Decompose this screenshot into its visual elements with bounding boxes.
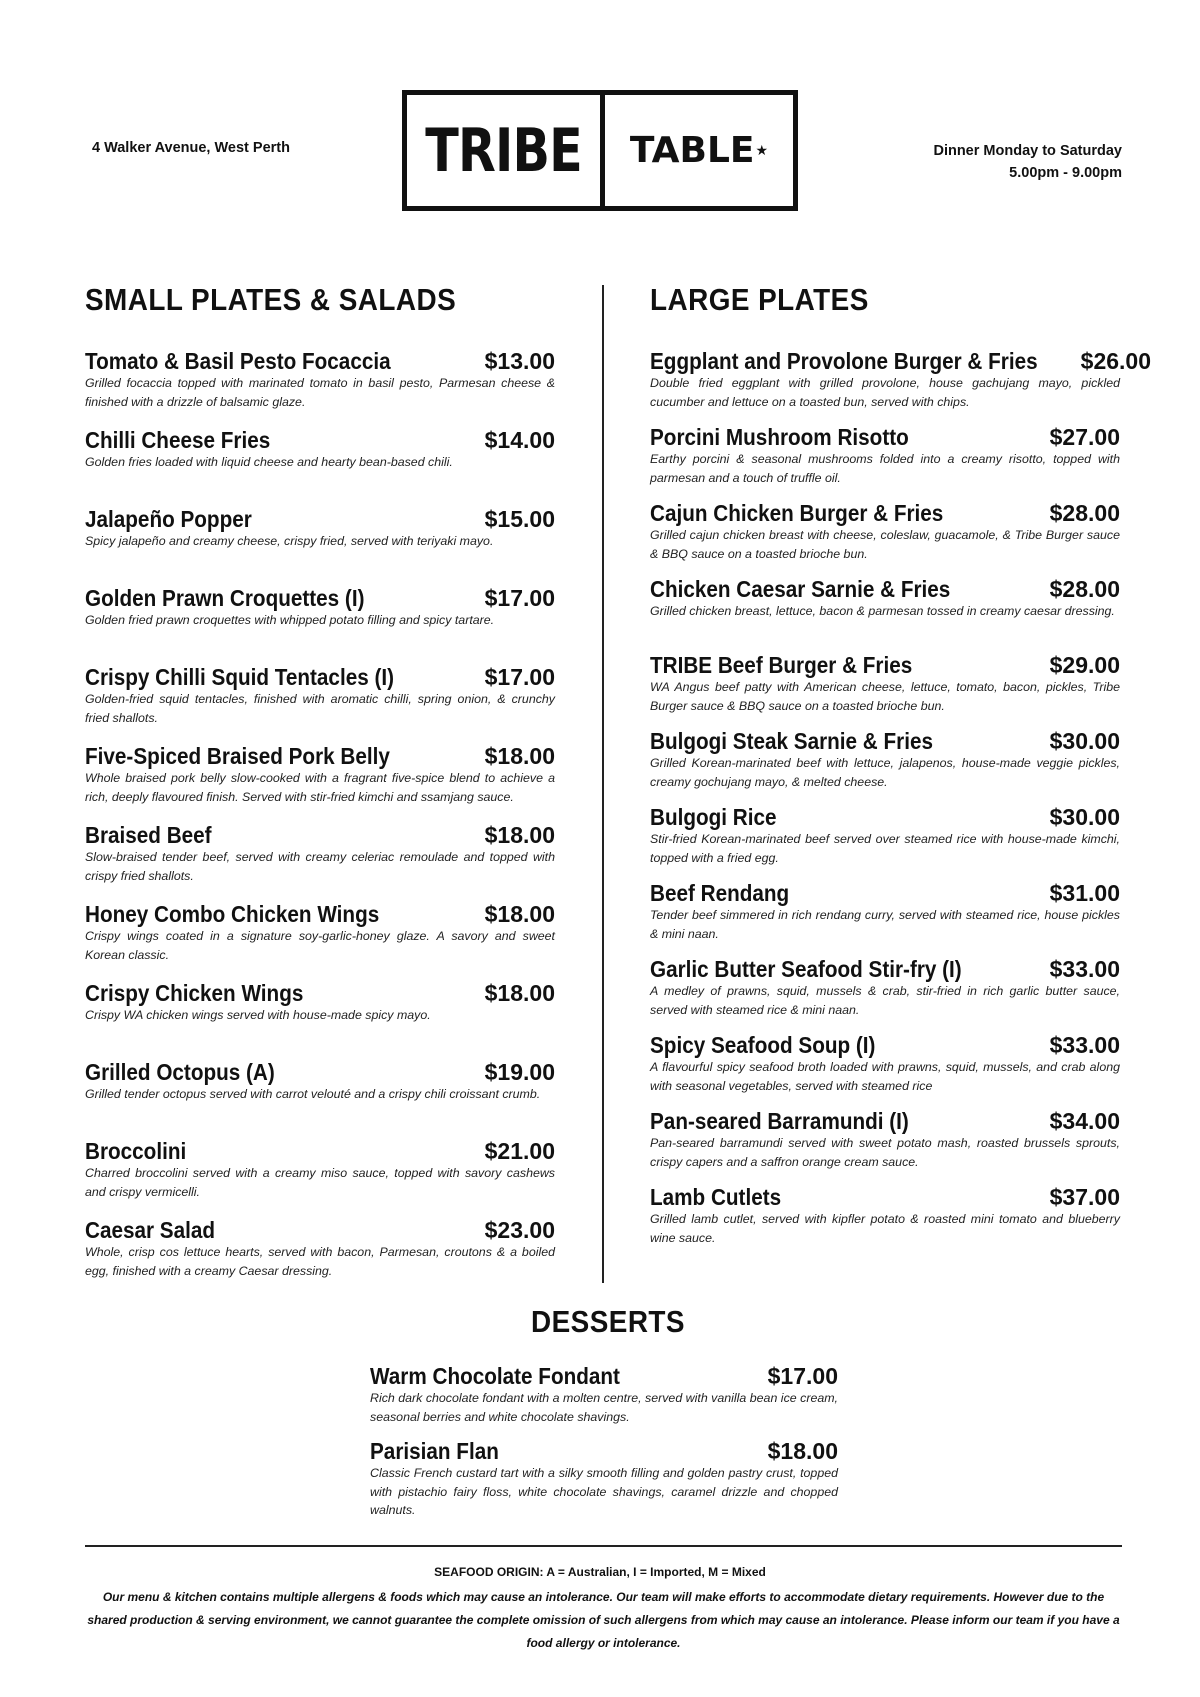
menu-item-name: Bulgogi Rice xyxy=(650,804,777,830)
menu-item-description: Whole braised pork belly slow-cooked with a fragrant five-spice blend to achieve a rich, deeply flavoured finish. Served with stir-fried kimchi and ssamjang sauce. xyxy=(85,771,555,804)
logo-tribe-text: TRIBE xyxy=(425,115,582,186)
menu-item-name: Crispy Chicken Wings xyxy=(85,980,304,1006)
menu-item-header xyxy=(650,1184,1120,1210)
menu-item-description: Pan-seared barramundi served with sweet potato mash, roasted brussels sprouts, crispy capers and a saffron orange cream sauce. xyxy=(650,1136,1120,1169)
logo-table-text: TABLE xyxy=(629,130,755,171)
menu-item xyxy=(85,1217,555,1296)
menu-item-name: Garlic Butter Seafood Stir-fry (I) xyxy=(650,956,962,982)
menu-item-name: Honey Combo Chicken Wings xyxy=(85,901,380,927)
menu-item-description: Slow-braised tender beef, served with creamy celeriac remoulade and topped with crispy fried shallots. xyxy=(85,850,555,883)
menu-item-name: Eggplant and Provolone Burger & Fries xyxy=(650,348,1038,374)
menu-item-header xyxy=(650,1108,1120,1134)
menu-item-header xyxy=(370,1363,838,1389)
menu-item xyxy=(85,1059,555,1138)
menu-item-name: Chilli Cheese Fries xyxy=(85,427,271,453)
menu-item-name: Caesar Salad xyxy=(85,1217,216,1243)
menu-item-header xyxy=(85,1138,555,1164)
menu-item xyxy=(85,585,555,664)
menu-item-header xyxy=(650,652,1120,678)
menu-item xyxy=(85,348,555,427)
menu-item-price: $21.00 xyxy=(484,1138,555,1164)
logo-tribe-box xyxy=(407,95,605,206)
menu-item-header xyxy=(85,506,555,532)
menu-item-price: $17.00 xyxy=(767,1363,838,1389)
menu-item xyxy=(85,1138,555,1217)
menu-item-header xyxy=(85,427,555,453)
menu-item-price: $33.00 xyxy=(1049,956,1120,982)
menu-item-price: $19.00 xyxy=(484,1059,555,1085)
menu-item-description: Grilled cajun chicken breast with cheese, coleslaw, guacamole, & Tribe Burger sauce & BBQ sauce on a toasted brioche bun. xyxy=(650,528,1120,561)
logo-table-box xyxy=(605,95,793,206)
menu-item-price: $17.00 xyxy=(484,664,555,690)
menu-item-header xyxy=(370,1438,838,1464)
menu-item-name: Lamb Cutlets xyxy=(650,1184,782,1210)
hours-days: Dinner Monday to Saturday xyxy=(933,143,1122,159)
menu-item xyxy=(85,822,555,901)
small-plates-list xyxy=(85,348,555,1296)
large-plates-title: LARGE PLATES xyxy=(650,282,869,317)
menu-item-price: $34.00 xyxy=(1049,1108,1120,1134)
column-divider xyxy=(602,285,604,1283)
menu-item-header xyxy=(85,1059,555,1085)
desserts-list xyxy=(370,1363,838,1517)
menu-item-name: Grilled Octopus (A) xyxy=(85,1059,275,1085)
menu-item-description: Tender beef simmered in rich rendang curry, served with steamed rice, house pickles & mini naan. xyxy=(650,908,1120,941)
menu-item-description: Charred broccolini served with a creamy miso sauce, topped with savory cashews and crispy vermicelli. xyxy=(85,1166,555,1199)
menu-item-description: Grilled tender octopus served with carrot velouté and a crispy chili croissant crumb. xyxy=(85,1087,541,1101)
menu-item-price: $37.00 xyxy=(1049,1184,1120,1210)
menu-item-header xyxy=(650,348,1152,374)
menu-item xyxy=(85,743,555,822)
menu-item-description: Golden-fried squid tentacles, finished with aromatic chilli, spring onion, & crunchy fried shallots. xyxy=(85,692,555,725)
hours-times: 5.00pm - 9.00pm xyxy=(1009,165,1122,181)
menu-item-name: TRIBE Beef Burger & Fries xyxy=(650,652,913,678)
small-plates-title: SMALL PLATES & SALADS xyxy=(85,282,457,317)
menu-item-header xyxy=(85,1217,555,1243)
menu-item-header xyxy=(650,728,1120,754)
menu-item xyxy=(650,500,1120,576)
menu-item-price: $13.00 xyxy=(484,348,555,374)
menu-item-name: Jalapeño Popper xyxy=(85,506,252,532)
menu-item-description: A medley of prawns, squid, mussels & crab, stir-fried in rich garlic butter sauce, served with steamed rice & mini naan. xyxy=(650,984,1120,1017)
menu-item-description: Rich dark chocolate fondant with a molten centre, served with vanilla bean ice cream, seasonal berries and white chocolate shavings. xyxy=(370,1391,838,1424)
menu-item-price: $28.00 xyxy=(1049,576,1120,602)
menu-item-description: Stir-fried Korean-marinated beef served over steamed rice with house-made kimchi, topped with a fried egg. xyxy=(650,832,1120,865)
menu-item-header xyxy=(85,822,555,848)
menu-item-description: Crispy WA chicken wings served with house-made spicy mayo. xyxy=(85,1008,431,1022)
menu-item xyxy=(85,980,555,1059)
menu-item-description: Spicy jalapeño and creamy cheese, crispy fried, served with teriyaki mayo. xyxy=(85,534,494,548)
menu-item-price: $18.00 xyxy=(767,1438,838,1464)
menu-item-price: $28.00 xyxy=(1049,500,1120,526)
menu-item-header xyxy=(85,585,555,611)
menu-item-price: $15.00 xyxy=(484,506,555,532)
menu-item-price: $23.00 xyxy=(484,1217,555,1243)
menu-item-price: $26.00 xyxy=(1080,348,1152,374)
menu-item-header xyxy=(85,901,555,927)
menu-item-price: $30.00 xyxy=(1049,728,1120,754)
menu-item-price: $29.00 xyxy=(1049,652,1120,678)
menu-item-header xyxy=(650,500,1120,526)
menu-item xyxy=(85,506,555,585)
menu-item xyxy=(650,652,1120,728)
menu-item-description: Double fried eggplant with grilled provolone, house gachujang mayo, pickled cucumber and lettuce on a toasted bun, served with chips. xyxy=(650,376,1120,409)
menu-item-description: Grilled chicken breast, lettuce, bacon & parmesan tossed in creamy caesar dressing. xyxy=(650,604,1115,618)
menu-item-description: Crispy wings coated in a signature soy-garlic-honey glaze. A savory and sweet Korean classic. xyxy=(85,929,555,962)
opening-hours xyxy=(933,140,1122,184)
desserts-title: DESSERTS xyxy=(531,1304,685,1339)
menu-item-description: Earthy porcini & seasonal mushrooms folded into a creamy risotto, topped with parmesan and a touch of truffle oil. xyxy=(650,452,1120,485)
seafood-origin-legend: SEAFOOD ORIGIN: A = Australian, I = Imported, M = Mixed xyxy=(434,1565,766,1579)
menu-item-header xyxy=(650,576,1120,602)
menu-item-price: $18.00 xyxy=(484,901,555,927)
menu-item-name: Parisian Flan xyxy=(370,1438,499,1464)
menu-item xyxy=(650,1032,1120,1108)
menu-item-name: Pan-seared Barramundi (I) xyxy=(650,1108,909,1134)
menu-item xyxy=(650,728,1120,804)
menu-item-header xyxy=(85,980,555,1006)
menu-item-price: $30.00 xyxy=(1049,804,1120,830)
menu-item-header xyxy=(85,348,555,374)
tribe-table-logo xyxy=(402,90,798,211)
menu-item-name: Spicy Seafood Soup (I) xyxy=(650,1032,876,1058)
menu-item-name: Warm Chocolate Fondant xyxy=(370,1363,620,1389)
menu-item-name: Braised Beef xyxy=(85,822,212,848)
menu-item-price: $33.00 xyxy=(1049,1032,1120,1058)
menu-item-name: Cajun Chicken Burger & Fries xyxy=(650,500,944,526)
menu-item xyxy=(85,427,555,506)
menu-item-name: Golden Prawn Croquettes (I) xyxy=(85,585,365,611)
menu-item xyxy=(650,1184,1120,1260)
menu-item-description: Grilled Korean-marinated beef with lettuce, jalapenos, house-made veggie pickles, creamy gochujang mayo, & melted cheese. xyxy=(650,756,1120,789)
large-plates-list xyxy=(650,348,1152,1260)
menu-item-header xyxy=(650,956,1120,982)
menu-item-description: Whole, crisp cos lettuce hearts, served with bacon, Parmesan, croutons & a boiled egg, finished with a creamy Caesar dressing. xyxy=(85,1245,555,1278)
menu-item-name: Five-Spiced Braised Pork Belly xyxy=(85,743,390,769)
menu-item-price: $27.00 xyxy=(1049,424,1120,450)
menu-item-header xyxy=(650,424,1120,450)
menu-item-header xyxy=(650,804,1120,830)
menu-item-header xyxy=(650,880,1120,906)
menu-item-price: $31.00 xyxy=(1049,880,1120,906)
menu-item xyxy=(650,348,1152,424)
menu-item xyxy=(650,956,1120,1032)
menu-item xyxy=(650,424,1120,500)
menu-item xyxy=(370,1438,838,1517)
menu-item xyxy=(85,901,555,980)
menu-item-name: Tomato & Basil Pesto Focaccia xyxy=(85,348,391,374)
menu-item-description: Golden fried prawn croquettes with whipped potato filling and spicy tartare. xyxy=(85,613,495,627)
star-icon: ★ xyxy=(755,142,769,158)
menu-item-price: $14.00 xyxy=(484,427,555,453)
menu-item-price: $18.00 xyxy=(484,743,555,769)
restaurant-address: 4 Walker Avenue, West Perth xyxy=(92,140,290,156)
menu-item-description: Grilled focaccia topped with marinated tomato in basil pesto, Parmesan cheese & finished with a drizzle of balsamic glaze. xyxy=(85,376,555,409)
menu-item-price: $18.00 xyxy=(484,980,555,1006)
menu-item-description: Golden fries loaded with liquid cheese and hearty bean-based chili. xyxy=(85,455,453,469)
menu-item-name: Broccolini xyxy=(85,1138,187,1164)
menu-item xyxy=(370,1363,838,1438)
menu-item-description: Grilled lamb cutlet, served with kipfler potato & roasted mini tomato and blueberry wine sauce. xyxy=(650,1212,1120,1245)
menu-item-name: Beef Rendang xyxy=(650,880,790,906)
menu-item-price: $18.00 xyxy=(484,822,555,848)
menu-item-description: WA Angus beef patty with American cheese, lettuce, tomato, bacon, pickles, Tribe Burger sauce & BBQ sauce on a toasted brioche bun. xyxy=(650,680,1120,713)
menu-item xyxy=(650,880,1120,956)
menu-item xyxy=(85,664,555,743)
menu-item-name: Porcini Mushroom Risotto xyxy=(650,424,909,450)
menu-item-description: A flavourful spicy seafood broth loaded with prawns, squid, mussels, and crab along with seasonal vegetables, served with steamed rice xyxy=(650,1060,1120,1093)
menu-item-header xyxy=(650,1032,1120,1058)
footer-divider xyxy=(85,1545,1122,1547)
menu-item-header xyxy=(85,743,555,769)
menu-item xyxy=(650,576,1120,652)
menu-item xyxy=(650,1108,1120,1184)
menu-item-price: $17.00 xyxy=(484,585,555,611)
menu-item-header xyxy=(85,664,555,690)
allergen-disclaimer: Our menu & kitchen contains multiple allergens & foods which may cause an intolerance. Our team will make efforts to accommodate dietary requirements. However due to the shared production & serving environment, we cannot guarantee the complete omission of such allergens from which may cause an intolerance. Please inform our team if you have a food allergy or intolerance. xyxy=(87,1590,1120,1650)
menu-item xyxy=(650,804,1120,880)
menu-item-description: Classic French custard tart with a silky smooth filling and golden pastry crust, topped with pistachio fairy floss, white chocolate shavings, caramel drizzle and chopped walnuts. xyxy=(370,1466,838,1517)
menu-item-name: Chicken Caesar Sarnie & Fries xyxy=(650,576,951,602)
menu-item-name: Crispy Chilli Squid Tentacles (I) xyxy=(85,664,395,690)
menu-item-name: Bulgogi Steak Sarnie & Fries xyxy=(650,728,933,754)
